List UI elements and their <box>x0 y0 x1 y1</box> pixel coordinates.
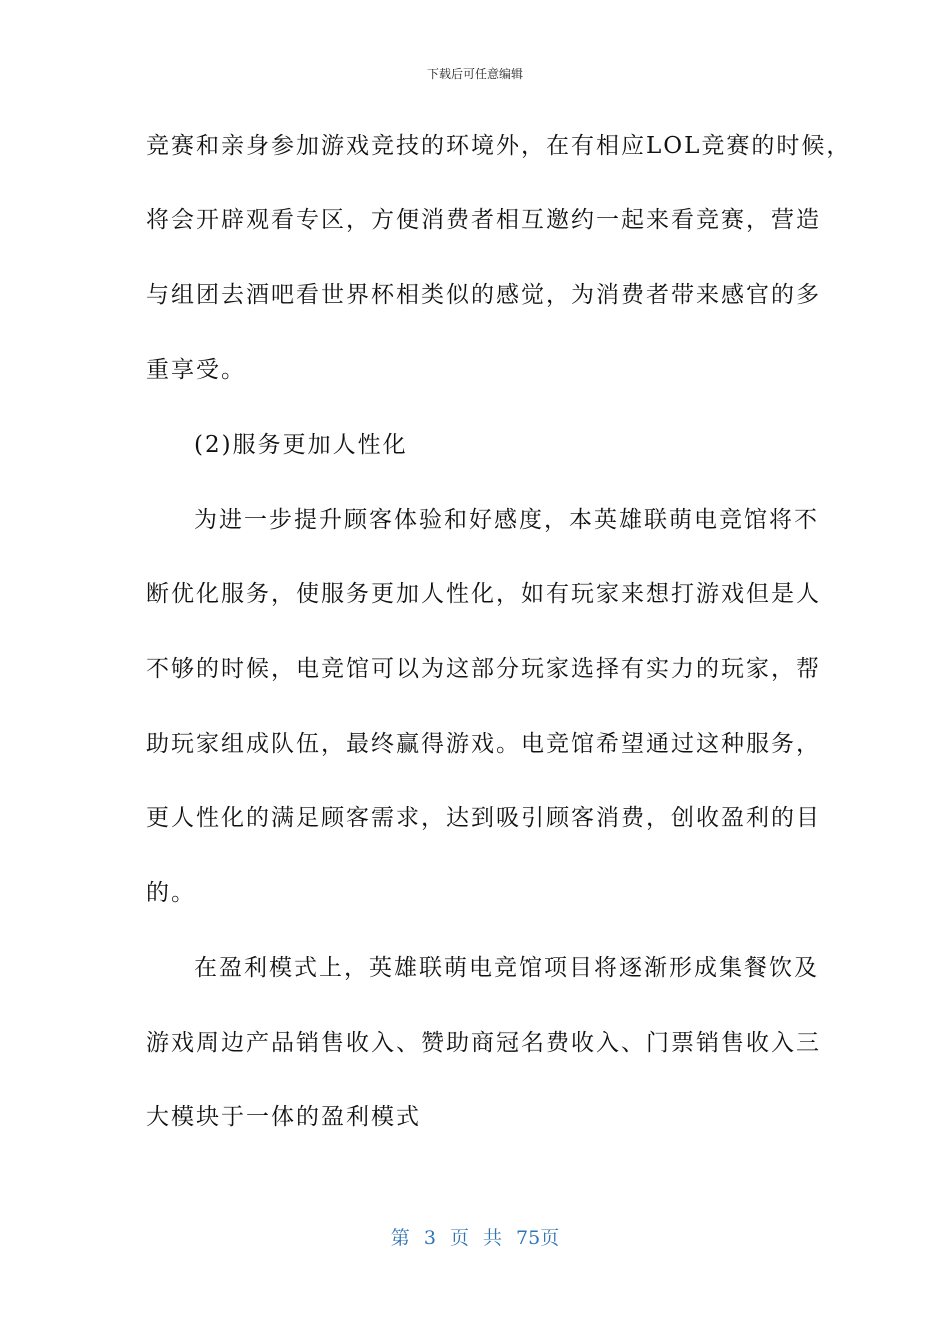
body-line: 断优化服务，使服务更加人性化，如有玩家来想打游戏但是人 <box>146 581 821 607</box>
body-line: 助玩家组成队伍，最终赢得游戏。电竞馆希望通过这种服务， <box>146 731 821 757</box>
body-line: 重享受。 <box>146 357 246 383</box>
body-line: 更人性化的满足顾客需求，达到吸引顾客消费，创收盈利的目 <box>146 805 821 831</box>
body-line: 竞赛和亲身参加游戏竞技的环境外，在有相应LOL竞赛的时候， <box>146 133 852 159</box>
body-line: 大模块于一体的盈利模式 <box>146 1104 421 1130</box>
body-line: 的。 <box>146 880 196 906</box>
body-line: 与组团去酒吧看世界杯相类似的感觉，为消费者带来感官的多 <box>146 282 821 308</box>
body-line: 在盈利模式上，英雄联萌电竞馆项目将逐渐形成集餐饮及 <box>194 955 819 981</box>
section-heading: (2)服务更加人性化 <box>194 432 408 458</box>
body-line: 不够的时候，电竞馆可以为这部分玩家选择有实力的玩家，帮 <box>146 656 821 682</box>
page-header-note: 下载后可任意编辑 <box>426 67 523 81</box>
page-number: 第 3 页 共 75页 <box>390 1227 560 1249</box>
body-line: 游戏周边产品销售收入、赞助商冠名费收入、门票销售收入三 <box>146 1030 821 1056</box>
body-line: 为进一步提升顾客体验和好感度，本英雄联萌电竞馆将不 <box>194 507 819 533</box>
body-line: 将会开辟观看专区，方便消费者相互邀约一起来看竞赛，营造 <box>146 207 821 233</box>
